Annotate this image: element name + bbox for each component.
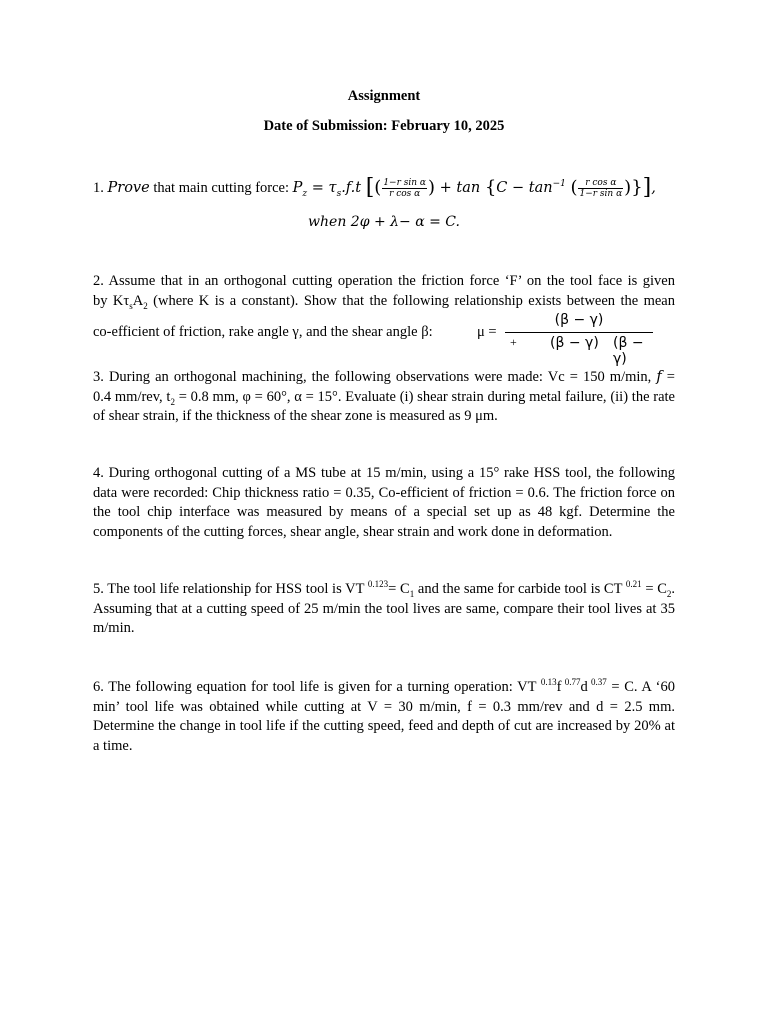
- submission-date: Date of Submission: February 10, 2025: [263, 118, 505, 134]
- friction-coefficient-formula: (β − γ) + (β − γ) (β − γ): [505, 312, 653, 352]
- document-title: Assignment: [347, 88, 421, 104]
- question-2: 2. Assume that in an orthogonal cutting operation the friction force ‘F’ on the tool face is given by $K\tau_sA_2$ (where K is a constant). Show that the following relationship exists between the mean: [93, 273, 675, 311]
- question-4: 4. During orthogonal cutting of a MS tube at 15 m/min, using a 15° rake HSS tool, the following data were recorded: Chip thickness ratio = 0.35, Co-efficient of friction = 0.6. The friction force on the tool chip interface was measured by means of a special set up as 48 kgf. Determine the components of the cutting forces, shear angle, shear strain and work done in deformation.: [93, 465, 675, 540]
- question-6: 6. The following equation for tool life is given for a turning operation: VT $^{0.13}$f $^{0.77}$d $^{0.37}$ = C. A ‘60 min’ tool life was obtained while cutting at V = 30 m/min, f = 0.3 mm/rev and d = 2.5 mm. Determine the change in tool life if the cutting speed, feed and depth of cut are increased by 20% at a time.: [93, 677, 675, 754]
- cutting-force-formula: $P_z = \tau_s.f.t$ [( $\frac{\text{1−r sin α}}{\text{r cos α}}$ ) + $\tan \{C - \tan^{-1}$ ( $\frac{\text{r cos α}}{\text{1−r sin α}}$ )}],: [292, 175, 656, 200]
- question-3: 3. During an orthogonal machining, the following observations were made: Vc = 150 m/min, f = 0.4 mm/rev, $t_2 = 0.8$ mm, φ = 60°, α = 15°. Evaluate (i) shear strain during metal failure, (ii) the rate of shear strain, if the thickness of the shear zone is measured as 9 μm.: [93, 369, 675, 424]
- question-1-condition: when 2φ + λ− α = C.: [308, 214, 460, 230]
- question-1: 1. Prove that main cutting force: $P_z = \tau_s.f.t$ [( $\frac{\text{1−r sin α}}{\text{r cos α}}$ ) + $\tan \{C - \tan^{-1}$ ( $\frac{\text{r cos α}}{\text{1−r sin α}}$ )}],: [93, 175, 656, 200]
- mu-symbol: μ =: [477, 324, 497, 340]
- question-2-line3: co-efficient of friction, rake angle γ, and the shear angle β:: [93, 324, 433, 340]
- prove-word: Prove: [107, 180, 150, 196]
- question-5: 5. The tool life relationship for HSS tool is VT $^{0.123}= C_1$ and the same for carbide tool is CT $^{0.21} = C_2$. Assuming that at a cutting speed of 25 m/min the tool lives are same, compare their tool lives at 35 m/min.: [93, 579, 675, 636]
